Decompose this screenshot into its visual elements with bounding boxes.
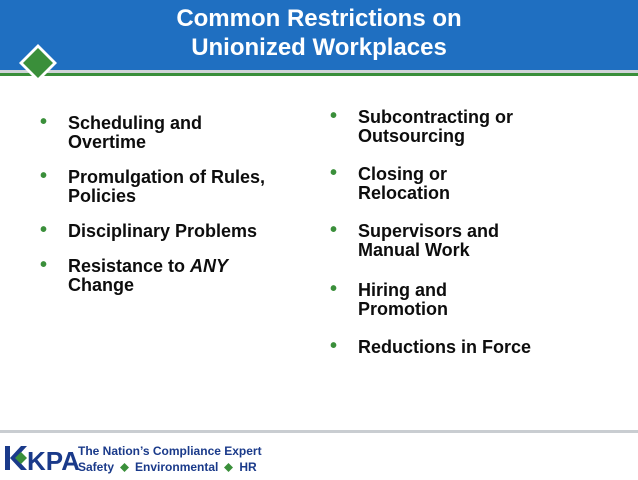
list-item-line-2: Policies — [68, 186, 137, 206]
list-item-line-2: Change — [68, 275, 135, 295]
green-diamond-icon — [224, 463, 233, 472]
list-item — [40, 254, 310, 295]
list-item — [40, 165, 310, 206]
bullet-dot-icon: • — [40, 254, 48, 276]
slide-title-line-2: Unionized Workplaces — [191, 34, 447, 61]
list-item — [330, 219, 620, 260]
bullet-dot-icon: • — [330, 278, 338, 300]
emphasis-text: ANY — [190, 256, 229, 276]
list-item-line-1: Subcontracting or — [358, 107, 514, 127]
list-item-line-1: Closing or — [358, 164, 447, 184]
list-item — [330, 105, 620, 146]
list-item — [330, 278, 620, 319]
list-item-line-1: Hiring and — [358, 280, 447, 300]
list-item-line-2: Manual Work — [358, 240, 470, 260]
kpa-logo — [4, 441, 80, 476]
list-item-line-2: Promotion — [358, 299, 448, 319]
tagline-item-environmental: Environmental — [135, 460, 219, 474]
tagline-line-1: The Nation’s Compliance Expert — [78, 444, 262, 458]
green-diamond-icon — [120, 463, 129, 472]
tagline-item-safety: Safety — [78, 460, 115, 474]
list-item-line-1: Scheduling and — [68, 113, 203, 133]
list-item — [330, 162, 620, 203]
slide-title-line-1: Common Restrictions on — [176, 5, 462, 32]
list-item-line-1: Reductions in Force — [358, 337, 532, 357]
left-bullet-list — [40, 111, 310, 311]
tagline-item-hr: HR — [239, 460, 257, 474]
list-item-line-2: Overtime — [68, 132, 147, 152]
header-accent-line — [0, 73, 638, 76]
bullet-dot-icon: • — [40, 165, 48, 187]
right-bullet-list — [330, 105, 620, 376]
list-item-line-1: Promulgation of Rules, — [68, 167, 266, 187]
list-item-line-2: Outsourcing — [358, 126, 465, 146]
list-item-text: Resistance to — [68, 256, 191, 276]
bullet-dot-icon: • — [40, 219, 48, 241]
list-item — [40, 219, 310, 241]
bullet-dot-icon: • — [330, 335, 338, 357]
list-item-line-1: Supervisors and — [358, 221, 500, 241]
list-item — [40, 111, 310, 152]
bullet-dot-icon: • — [330, 162, 338, 184]
bullet-dot-icon: • — [330, 105, 338, 127]
list-item-line-1: Disciplinary Problems — [68, 221, 258, 241]
footer-divider — [0, 430, 638, 433]
footer-tagline — [78, 443, 262, 475]
list-item-line-1 — [68, 257, 310, 276]
logo-text: KPA — [27, 446, 80, 476]
list-item — [330, 335, 620, 357]
list-item-line-2: Relocation — [358, 183, 451, 203]
bullet-dot-icon: • — [330, 219, 338, 241]
bullet-dot-icon: • — [40, 111, 48, 133]
slide-title — [0, 4, 638, 62]
tagline-line-2 — [78, 459, 262, 475]
